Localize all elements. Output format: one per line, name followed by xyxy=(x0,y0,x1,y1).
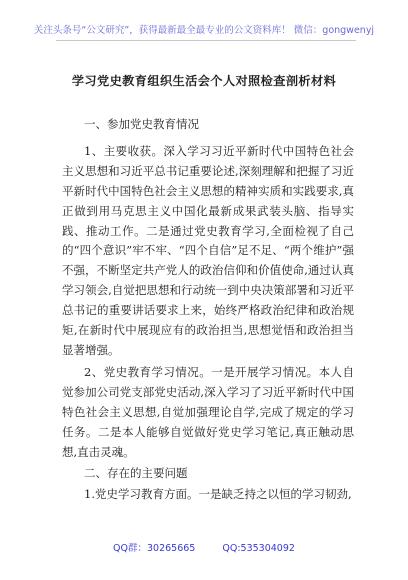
header-banner[interactable]: 关注头条号“公文研究”，获得最新最全最专业的公文资料库！ 微信：gongwenyj xyxy=(33,25,375,36)
qq-contact-link[interactable]: QQ:535304092 xyxy=(222,543,295,554)
document-body xyxy=(62,115,354,507)
paragraph-main-gains: 1、主要收获。深入学习习近平新时代中国特色社会主义思想和习近平总书记重要论述,深刻理解和把握了习近平新时代中国特色社会主义思想的精神实质和实践要求,真正做到用马克思主义中国化最新成果武装头脑、指导实践、推动工作。二是通过党史教育学习,全面检视了自己的“四个意识”牢不牢、“四个自信”足不足、“两个维护”强不强，不断坚定共产党人的政治信仰和价值使命,通过认真学习领会,自觉把思想和行动统一到中央决策部署和习近平总书记的重要讲话要求上来，始终严格政治纪律和政治规矩,在新时代中展现应有的政治担当,思想觉悟和政治担当显著增强。 xyxy=(62,143,354,357)
qq-group-link[interactable]: QQ群：30265665 xyxy=(113,543,196,554)
footer-contacts xyxy=(0,540,408,554)
header-divider xyxy=(56,40,356,41)
section-heading-problems: 二、存在的主要问题 xyxy=(84,466,188,481)
paragraph-problem-1: 1.党史学习教育方面。一是缺乏持之以恒的学习韧劲, xyxy=(84,487,352,502)
paragraph-study-status: 2、党史教育学习情况。一是开展学习情况。本人自觉参加公司党支部党史活动,深入学习了习近平新时代中国特色社会主义思想,自觉加强理论自学,完成了规定的学习任务。二是本人能够自觉做好党史学习笔记,真正触动思想,直击灵魂。 xyxy=(62,364,354,459)
document-title: 学习党史教育组织生活会个人对照检查剖析材料 xyxy=(71,74,337,88)
section-heading-participation: 一、参加党史教育情况 xyxy=(84,117,199,131)
